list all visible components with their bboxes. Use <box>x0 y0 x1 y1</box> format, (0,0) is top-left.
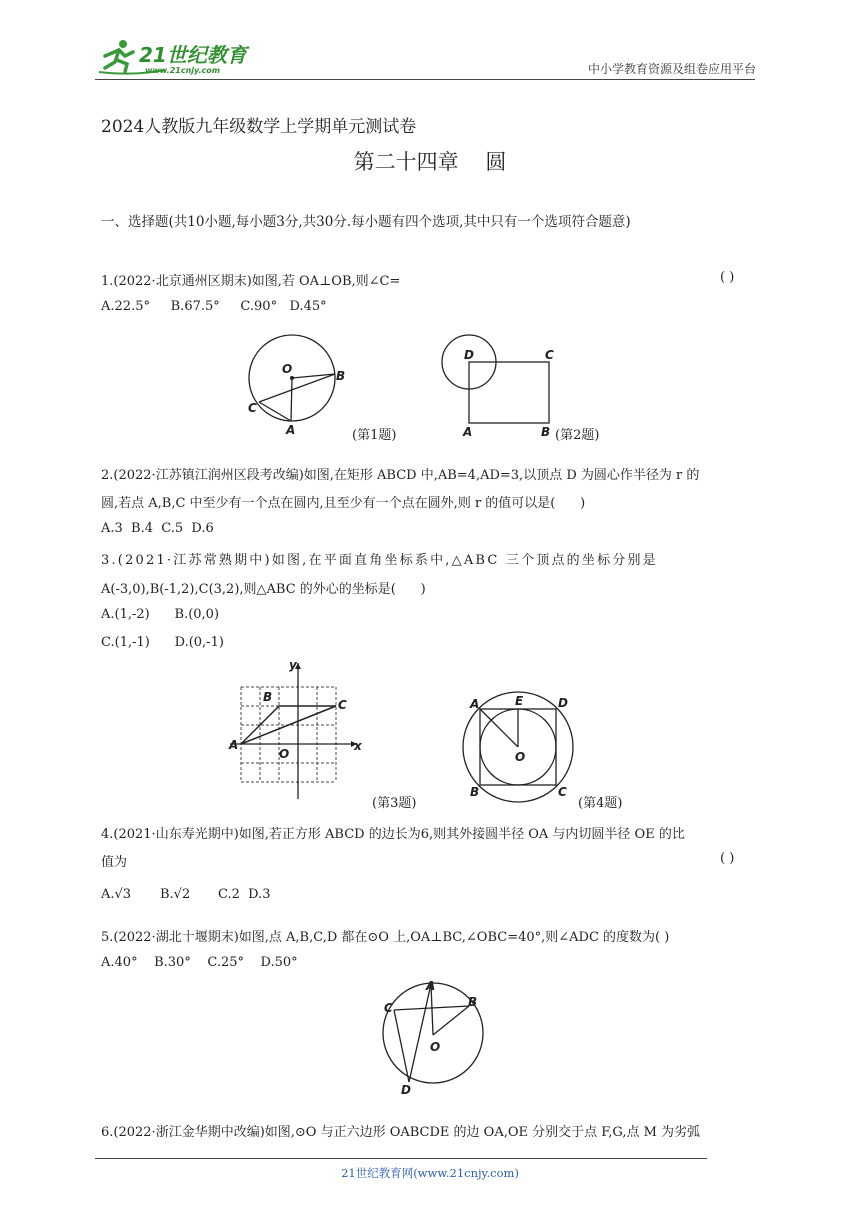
footer-site-link[interactable]: 21世纪教育网(www.21cnjy.com) <box>341 1166 519 1180</box>
svg-text:D: D <box>558 696 568 710</box>
svg-text:A: A <box>286 423 296 437</box>
footer-divider <box>95 1158 707 1159</box>
question-3-line-2: A(-3,0),B(-1,2),C(3,2),则△ABC 的外心的坐标是( ) <box>101 582 426 597</box>
svg-text:B: B <box>541 425 551 439</box>
exam-title: 2024人教版九年级数学上学期单元测试卷 <box>101 117 417 137</box>
svg-text:O: O <box>282 362 293 376</box>
question-3-options-cd: C.(1,-1) D.(0,-1) <box>101 635 224 650</box>
site-logo <box>95 36 265 78</box>
question-4-answer-paren: ( ) <box>720 851 735 866</box>
question-1-text: 1.(2022·北京通州区期末)如图,若 OA⊥OB,则∠C= <box>101 274 401 289</box>
svg-text:B: B <box>468 995 478 1009</box>
svg-text:O: O <box>279 747 290 761</box>
svg-text:O: O <box>515 750 526 764</box>
question-3-line-1: 3.(2021·江苏常熟期中)如图,在平面直角坐标系中,△ABC 三个顶点的坐标分别是 <box>101 553 658 568</box>
svg-text:A: A <box>463 425 473 439</box>
section-heading: 一、选择题(共10小题,每小题3分,共30分.每小题有四个选项,其中只有一个选项符合题意) <box>101 214 631 230</box>
logo-title: 21世纪教育 <box>139 43 247 67</box>
logo-url: www.21cnjy.com <box>145 66 221 75</box>
question-4-option-a: A.√3 <box>101 887 132 902</box>
question-6-text: 6.(2022·浙江金华期中改编)如图,⊙O 与正六边形 OABCDE 的边 OA,OE 分别交于点 F,G,点 M 为劣弧 <box>101 1125 701 1140</box>
svg-text:B: B <box>336 369 346 383</box>
question-4-options-cd: C.2 D.3 <box>218 887 271 902</box>
question-5-options: A.40° B.30° C.25° D.50° <box>101 955 298 970</box>
figure-4-caption: (第4题) <box>578 796 623 811</box>
question-3-options-ab: A.(1,-2) B.(0,0) <box>101 607 220 622</box>
figure-3-caption: (第3题) <box>372 796 417 811</box>
chapter-title: 第二十四章 圆 <box>353 150 507 174</box>
svg-text:D: D <box>401 1083 411 1097</box>
svg-text:C: C <box>248 401 257 415</box>
figure-2-caption: (第2题) <box>555 428 600 443</box>
svg-text:C: C <box>558 785 567 799</box>
svg-text:O: O <box>430 1040 441 1054</box>
figure-1-circle-diagram <box>240 330 360 440</box>
runner-logo-icon <box>95 36 265 78</box>
question-4-option-b: B.√2 <box>160 887 191 902</box>
question-4-line-1: 4.(2021·山东寿光期中)如图,若正方形 ABCD 的边长为6,则其外接圆半径 OA 与内切圆半径 OE 的比 <box>101 827 685 842</box>
svg-text:D: D <box>464 348 474 362</box>
svg-text:E: E <box>515 694 524 708</box>
svg-text:x: x <box>354 739 362 753</box>
svg-text:C: C <box>384 1001 393 1015</box>
svg-text:y: y <box>289 658 297 672</box>
svg-text:A: A <box>229 738 239 752</box>
svg-text:B: B <box>263 690 273 704</box>
platform-name: 中小学教育资源及组卷应用平台 <box>587 62 756 76</box>
figure-4-inscribed-circle-diagram <box>456 690 576 805</box>
question-2-options: A.3 B.4 C.5 D.6 <box>101 521 214 536</box>
question-1-options: A.22.5° B.67.5° C.90° D.45° <box>101 299 327 314</box>
figure-5-circle-diagram <box>375 978 495 1098</box>
question-2-line-2: 圆,若点 A,B,C 中至少有一个点在圆内,且至少有一个点在圆外,则 r 的值可以是( ) <box>101 496 586 511</box>
svg-text:B: B <box>470 785 480 799</box>
svg-text:A: A <box>470 697 480 711</box>
question-5-text: 5.(2022·湖北十堰期末)如图,点 A,B,C,D 都在⊙O 上,OA⊥BC,∠OBC=40°,则∠ADC 的度数为( ) <box>101 930 670 945</box>
figure-1-caption: (第1题) <box>352 428 397 443</box>
figure-2-rectangle-diagram <box>435 330 565 440</box>
question-1-answer-paren: ( ) <box>720 270 735 285</box>
svg-text:C: C <box>338 698 347 712</box>
svg-text:C: C <box>545 348 554 362</box>
header-divider <box>95 79 755 80</box>
question-2-line-1: 2.(2022·江苏镇江润州区段考改编)如图,在矩形 ABCD 中,AB=4,AD=3,以顶点 D 为圆心作半径为 r 的 <box>101 468 700 483</box>
figure-3-coordinate-grid <box>225 657 365 802</box>
svg-text:A: A <box>426 979 436 993</box>
question-4-line-2: 值为 <box>101 855 128 870</box>
